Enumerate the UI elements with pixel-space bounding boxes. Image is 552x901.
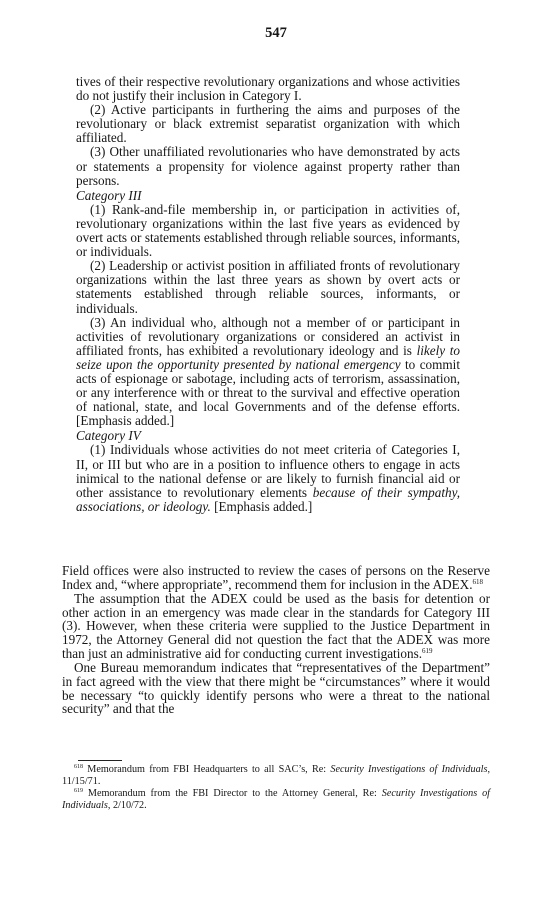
text-run: Field offices were also instructed to review the cases of persons on the Reserve Index and, “where appropriate”, recommend them for inclusion in the ADEX. (62, 563, 490, 592)
footnote-marker: 619 (422, 647, 433, 656)
text-run: Category III (76, 187, 142, 203)
footnote-marker: 618 (472, 577, 484, 586)
footnote-marker: 619 (74, 788, 83, 794)
emphasized-text: because of their sympathy, associations, or ideology. (76, 484, 461, 514)
text-run: (3) An individual who, although not a member of or participant in activities of revolutionary organizations or considered an activist in affiliated fronts, has exhibited a revolutionary ideology and is (76, 314, 460, 358)
text-run: Memorandum from FBI Headquarters to all SAC’s, Re: (83, 764, 331, 775)
footnote-separator (78, 760, 122, 761)
footnotes (62, 764, 490, 812)
emphasized-text: likely to seize upon the opportunity presented by national emergency (76, 342, 461, 372)
text-run: (3) Other unaffiliated revolutionaries who have demonstrated by acts or statements a propensity for violence against property rather than persons. (76, 144, 460, 188)
paragraph (76, 203, 460, 259)
section-heading (76, 429, 460, 443)
text-run: (1) Individuals whose activities do not meet criteria of Categories I, II, or III but who are in a position to influence others to engage in acts inimical to the national defense or are likely to furnish financial aid or other assistance to revolutionary elements (76, 442, 460, 500)
footnote-marker: 618 (74, 764, 83, 770)
paragraph (62, 564, 490, 592)
footnote (62, 788, 490, 812)
footnote (62, 764, 490, 788)
page-number: 547 (265, 25, 287, 41)
text-run: One Bureau memorandum indicates that “representatives of the Department” in fact agreed with the view that there might be “circumstances” where it would be necessary “to quickly identify persons who were a threat to the national security” and that the (62, 659, 490, 717)
emphasized-text: Security Investigations of Individuals (62, 788, 490, 811)
text-run: The assumption that the ADEX could be used as the basis for detention or other action in an emergency was made clear in the standards for Category III (3). However, when these criteria were supplied to the Justice Department in 1972, the Attorney General did not question the fact that the ADEX was more than just an administrative aid for conducting current investigations. (62, 590, 490, 662)
paragraph (62, 592, 490, 661)
text-run: , 2/10/72. (107, 800, 147, 811)
body-text (62, 564, 490, 716)
paragraph (76, 75, 460, 103)
paragraph (76, 103, 460, 145)
text-run: Category IV (76, 428, 141, 444)
text-run: Memorandum from the FBI Director to the Attorney General, Re: (83, 788, 382, 799)
section-heading (76, 189, 460, 203)
paragraph (62, 661, 490, 716)
paragraph (76, 145, 460, 187)
text-run: [Emphasis added.] (210, 498, 313, 514)
text-run: to commit acts of espionage or sabotage, including acts of terrorism, assassination, or any interference with or threat to the survival and effective operation of national, state, and local Governments and of the defense efforts. [Emphasis added.] (76, 356, 460, 429)
text-run: , 11/15/71. (62, 764, 490, 787)
paragraph (76, 259, 460, 315)
paragraph (76, 443, 460, 513)
text-run: (1) Rank-and-file membership in, or participation in activities of, revolutionary organizations within the last five years as evidenced by overt acts or statements established through reliable sources, informants, or individuals. (76, 201, 460, 260)
text-run: tives of their respective revolutionary organizations and whose activities do not justify their inclusion in Category I. (76, 74, 460, 104)
text-run: (2) Leadership or activist position in affiliated fronts of revolutionary organizations within the last three years as shown by overt acts or statements established through reliable sources, informants, or individuals. (76, 258, 460, 316)
indented-quotation-block (76, 75, 460, 514)
emphasized-text: Security Investigations of Individuals (330, 764, 488, 775)
paragraph (76, 316, 460, 429)
text-run: (2) Active participants in furthering the aims and purposes of the revolutionary or black extremist separatist organization with which affiliated. (76, 102, 460, 146)
